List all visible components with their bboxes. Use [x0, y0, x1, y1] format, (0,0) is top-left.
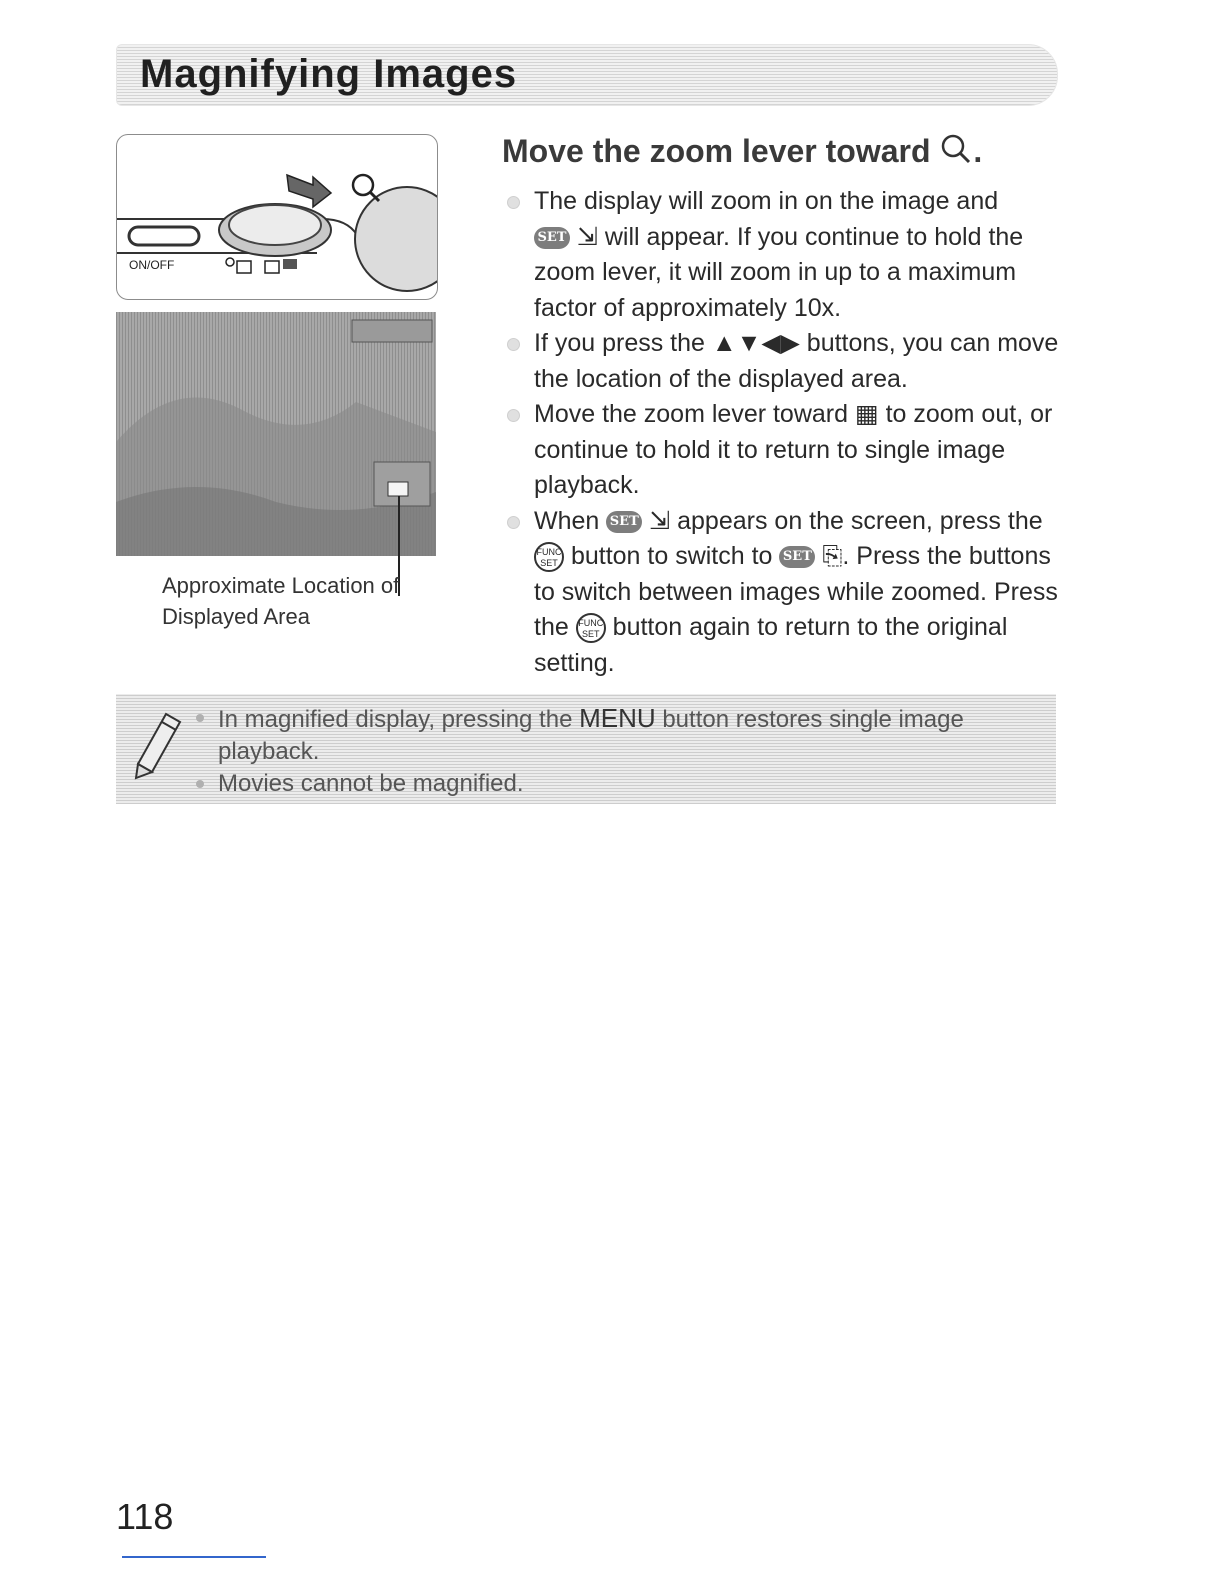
power-label: ON/OFF [129, 258, 175, 272]
caption-line-1: Approximate Location of [162, 573, 400, 598]
pencil-icon [130, 704, 190, 784]
arrow-keys-icon: ▲▼◀▶ [711, 329, 800, 357]
func-set-button-icon: FUNC SET [534, 542, 564, 572]
set-badge-icon: SET [534, 227, 570, 249]
set-badge-icon: SET [606, 511, 642, 533]
instruction-list [504, 184, 1064, 681]
bullet-icon [507, 196, 520, 209]
list-item: If you press the ▲▼◀▶ buttons, you can move the location of the displayed area. [504, 326, 1064, 397]
magnify-icon [353, 175, 379, 201]
step-heading [502, 132, 982, 170]
zoom-position-icons [226, 258, 297, 273]
page-number: 118 [116, 1496, 174, 1537]
jump-icon: ⎘ [822, 542, 843, 570]
bullet-icon [507, 516, 520, 529]
note-item: In magnified display, pressing the MENU button restores single image playback. [190, 702, 1040, 768]
zoom-frame-icon: ⇲ [649, 506, 671, 535]
set-badge-icon: SET [779, 546, 815, 568]
list-item: When SET ⇲ appears on the screen, press the FUNC SET button to switch to SET ⎘. Press the buttons to switch between images while zoomed. Press the FUNC SET button again to return to the original setting. [504, 504, 1064, 682]
zoom-frame-icon: ⇲ [576, 222, 598, 251]
func-set-button-icon: FUNC SET [576, 613, 606, 643]
image-caption [162, 570, 452, 632]
list-item: The display will zoom in on the image and SET ⇲ will appear. If you continue to hold the zoom lever, it will zoom in up to a maximum factor of approximately 10x. [504, 184, 1064, 326]
camera-diagram [116, 134, 438, 300]
bullet-icon [196, 780, 204, 788]
magnify-icon [939, 132, 973, 166]
note-item: Movies cannot be magnified. [190, 768, 1040, 800]
bullet-icon [507, 338, 520, 351]
camera-top-illustration [117, 135, 437, 299]
bullet-icon [507, 409, 520, 422]
index-icon: ▦ [854, 400, 879, 428]
bullet-icon [196, 714, 204, 722]
set-badge-icon [352, 320, 432, 342]
menu-label: MENU [579, 703, 656, 733]
magnified-screen-photo [116, 312, 436, 556]
step-heading-text: Move the zoom lever toward [502, 133, 931, 169]
page-title: Magnifying Images [140, 52, 518, 96]
screen-photo [116, 312, 436, 556]
list-item: Move the zoom lever toward ▦ to zoom out, or continue to hold it to return to single image playback. [504, 397, 1064, 504]
zoom-arrow-icon [287, 175, 331, 207]
note-list [190, 702, 1040, 800]
caption-line-2: Displayed Area [162, 604, 310, 629]
footer-rule [122, 1556, 266, 1558]
heading-period: . [973, 133, 983, 169]
